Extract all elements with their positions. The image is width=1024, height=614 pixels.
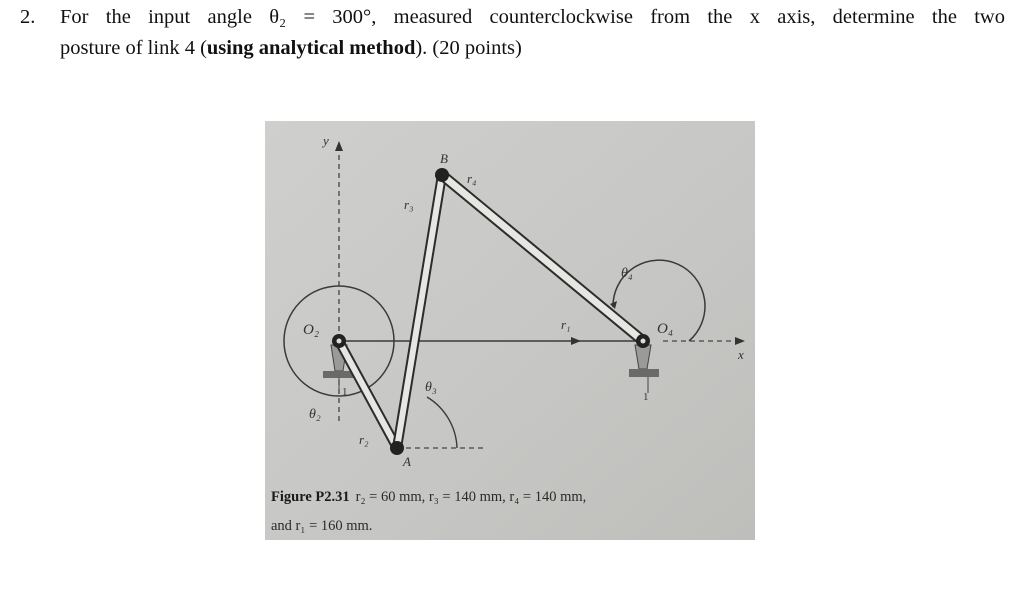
theta2-label: θ₂ — [309, 407, 321, 422]
joint-a — [390, 441, 404, 455]
caption-line-2: and r₁ = 160 mm. — [271, 518, 373, 534]
joint-b — [435, 168, 449, 182]
figure-photo — [265, 121, 755, 540]
caption-line-1 — [271, 483, 586, 512]
theta3-label: θ₃ — [425, 380, 437, 395]
question-line-2 — [60, 33, 522, 64]
b-label: B — [440, 151, 448, 166]
r3-label: r₃ — [404, 197, 414, 212]
caption-dimensions: r₂ = 60 mm, r₃ = 140 mm, r₄ = 140 mm, — [355, 489, 587, 505]
r1-label: r₁ — [561, 317, 571, 332]
ground-label-o4: 1 — [643, 391, 649, 403]
four-bar-linkage-diagram — [265, 121, 755, 540]
o4-label: O₄ — [657, 321, 674, 337]
figure-number: Figure P2.31 — [271, 489, 350, 505]
a-label: A — [403, 454, 411, 469]
figure-caption — [271, 483, 586, 541]
theta4-label: θ₄ — [621, 266, 633, 281]
ground-label-o2: 1 — [342, 386, 348, 398]
question-line-2-start: posture of link 4 ( — [60, 37, 207, 59]
o2-label: O₂ — [303, 322, 320, 338]
question-emphasis: using analytical method — [206, 37, 416, 59]
y-axis-label: y — [323, 133, 329, 148]
question-line-1: For the input angle θ₂ = 300°, measured counterclockwise from the x axis, determine the two — [60, 6, 1005, 28]
x-axis-label: x — [738, 347, 744, 362]
question-number: 2. — [20, 6, 36, 28]
r2-label: r₂ — [359, 432, 369, 447]
question-line-2-end: ). (20 points) — [415, 37, 522, 59]
r4-label: r₄ — [467, 171, 477, 186]
